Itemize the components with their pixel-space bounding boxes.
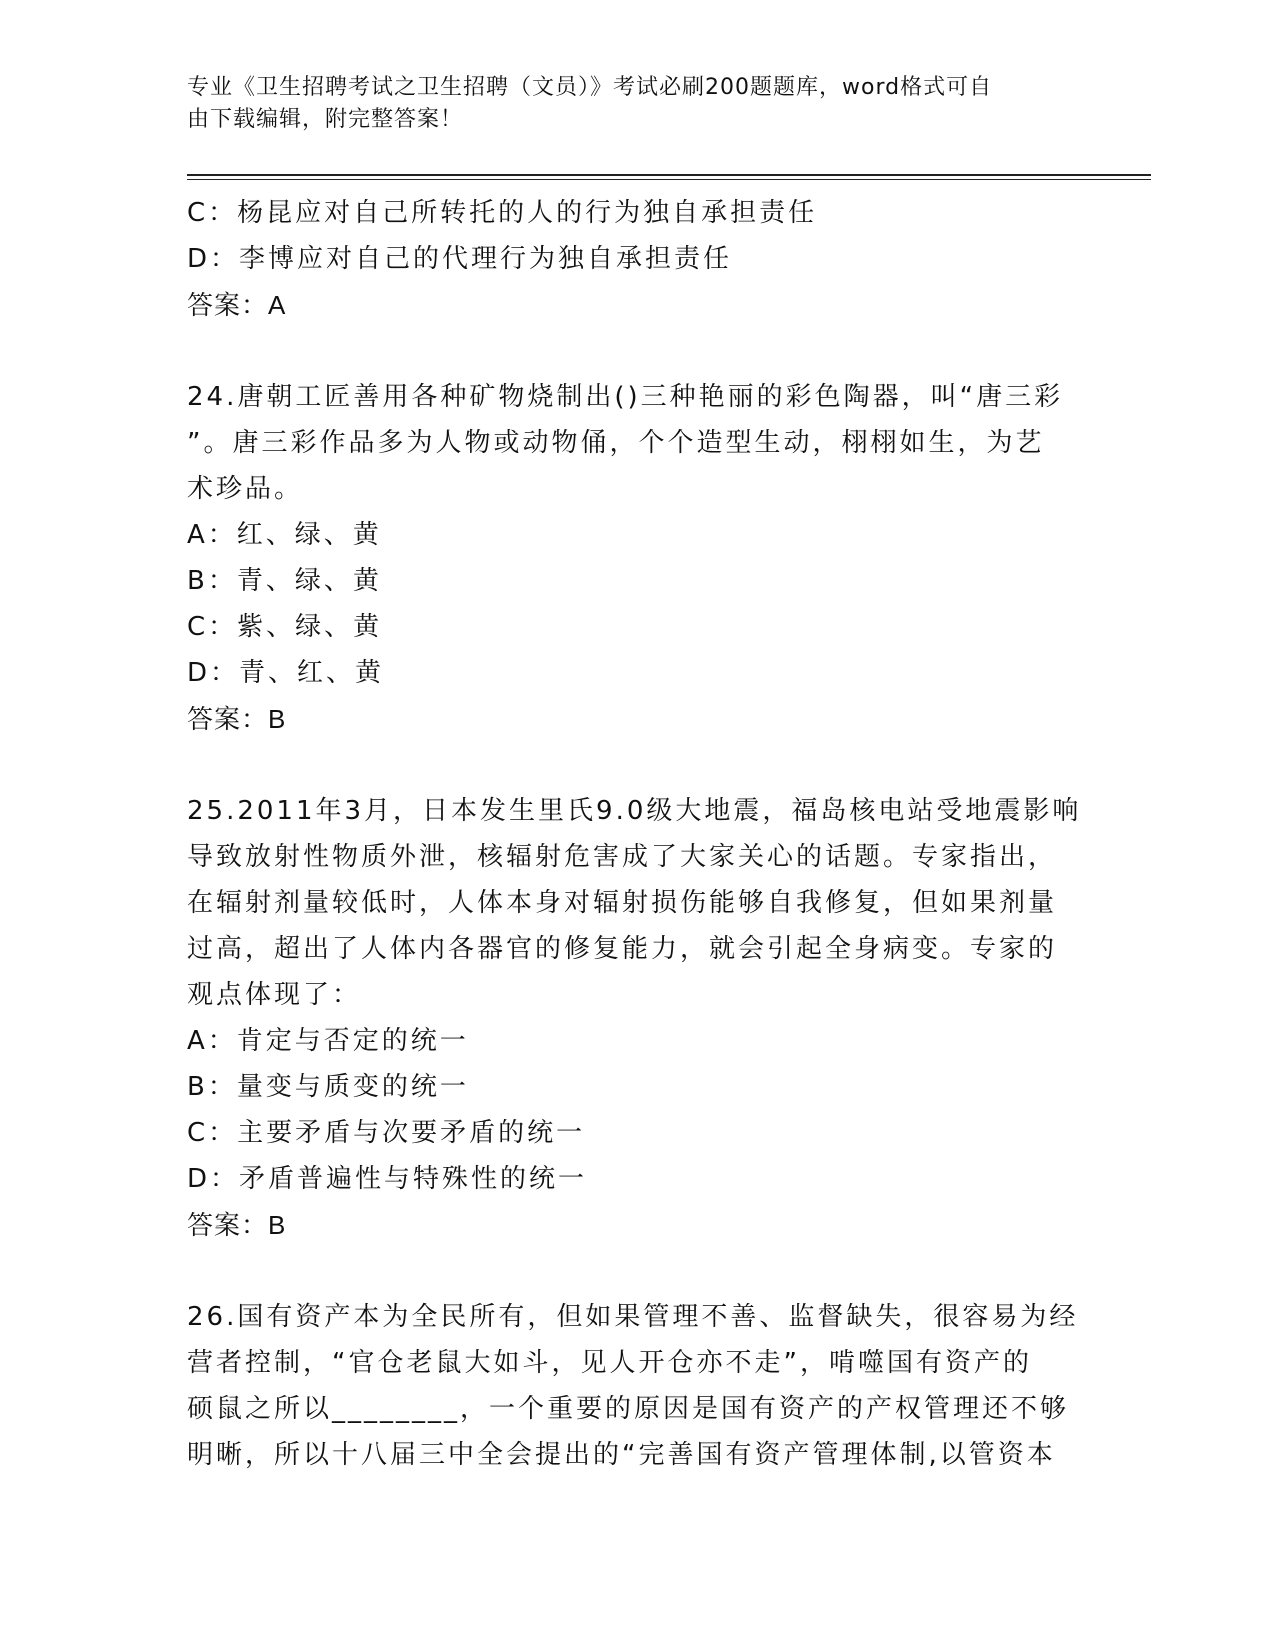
document-header — [187, 72, 1067, 136]
question-text-line: 术珍品。 — [187, 474, 304, 504]
answer-line: 答案：A — [187, 290, 287, 320]
question-25 — [187, 788, 1087, 1248]
option-c: C：杨昆应对自己所转托的人的行为独自承担责任 — [187, 198, 818, 228]
option-c: C：紫、绿、黄 — [187, 612, 383, 642]
header-line-1: 专业《卫生招聘考试之卫生招聘（文员）》考试必刷200题题库，word格式可自 — [187, 75, 993, 100]
option-a: A：红、绿、黄 — [187, 520, 382, 550]
spacer — [187, 742, 1087, 788]
header-divider-thick — [187, 174, 1151, 176]
header-divider-thin — [187, 179, 1151, 180]
question-text — [187, 1294, 1087, 1478]
question-text-line: 26.国有资产本为全民所有，但如果管理不善、监督缺失，很容易为经 — [187, 1302, 1079, 1332]
question-text-line: 观点体现了： — [187, 980, 362, 1010]
option-d: D：李博应对自己的代理行为独自承担责任 — [187, 244, 733, 274]
spacer — [187, 1248, 1087, 1294]
option-b: B：青、绿、黄 — [187, 566, 382, 596]
question-24 — [187, 374, 1087, 742]
header-line-2: 由下载编辑，附完整答案！ — [187, 107, 464, 132]
option-d: D：矛盾普遍性与特殊性的统一 — [187, 1164, 588, 1194]
question-26 — [187, 1294, 1087, 1478]
question-text-line: 营者控制，“官仓老鼠大如斗，见人开仓亦不走”，啃噬国有资产的 — [187, 1348, 1032, 1378]
question-text-line: 导致放射性物质外泄，核辐射危害成了大家关心的话题。专家指出， — [187, 842, 1058, 872]
option-a: A：肯定与否定的统一 — [187, 1026, 469, 1056]
document-body — [187, 190, 1087, 1478]
question-text — [187, 788, 1087, 1018]
option-b: B：量变与质变的统一 — [187, 1072, 469, 1102]
question-23-tail — [187, 190, 1087, 328]
option-c: C：主要矛盾与次要矛盾的统一 — [187, 1118, 586, 1148]
question-text-line: 24.唐朝工匠善用各种矿物烧制出()三种艳丽的彩色陶器，叫“唐三彩 — [187, 382, 1064, 412]
question-text-line: ”。唐三彩作品多为人物或动物俑，个个造型生动，栩栩如生，为艺 — [187, 428, 1045, 458]
answer-line: 答案：B — [187, 704, 287, 734]
spacer — [187, 328, 1087, 374]
question-text-line: 25.2011年3月，日本发生里氏9.0级大地震，福岛核电站受地震影响 — [187, 796, 1082, 826]
question-text — [187, 374, 1087, 512]
question-text-line: 硕鼠之所以________，一个重要的原因是国有资产的产权管理还不够 — [187, 1394, 1070, 1424]
question-text-line: 过高，超出了人体内各器官的修复能力，就会引起全身病变。专家的 — [187, 934, 1058, 964]
option-d: D：青、红、黄 — [187, 658, 385, 688]
answer-line: 答案：B — [187, 1210, 287, 1240]
question-text-line: 在辐射剂量较低时，人体本身对辐射损伤能够自我修复，但如果剂量 — [187, 888, 1058, 918]
question-text-line: 明晰，所以十八届三中全会提出的“完善国有资产管理体制,以管资本 — [187, 1440, 1056, 1470]
